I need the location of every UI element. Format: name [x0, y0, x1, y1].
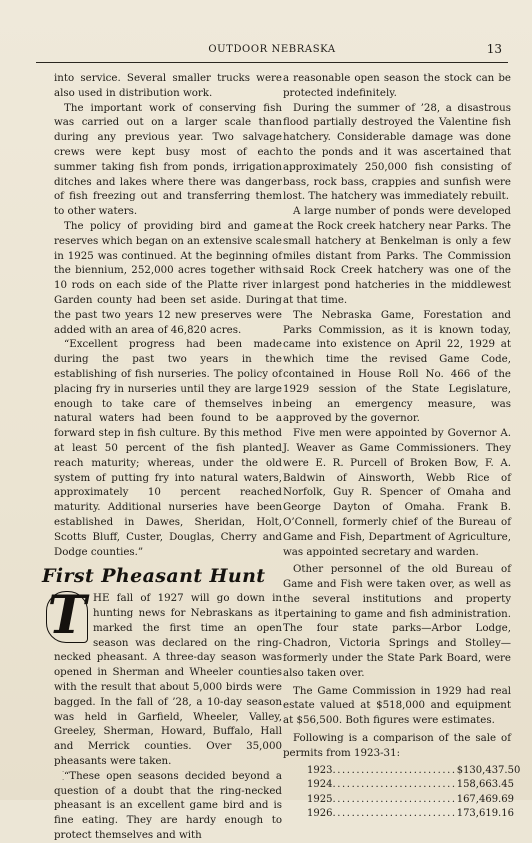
- paragraph: The Game Commission in 1929 had real estate valued at $518,000 and equipment at $56,500. Both figures were estimates.: [283, 684, 511, 727]
- permit-year: 1923: [307, 764, 333, 776]
- paragraph: into service. Several smaller trucks were also used in distribution work.: [54, 72, 282, 99]
- page-number: 13: [486, 42, 502, 56]
- paragraph: Following is a comparison of the sale of permits from 1923-31:: [283, 732, 511, 759]
- paragraph: The important work of conserving fish was carried out on a larger scale than during any previous year. Two salvage crews were kept busy most of each summer taking fish from ponds, irrigation ditches and lakes where there was danger of fish freezing out and transferring them to other waters.: [54, 101, 282, 218]
- permit-amount: 158,663.45: [456, 779, 514, 791]
- permit-amount: 167,469.69: [456, 793, 514, 805]
- paragraph: During the summer of ’28, a disastrous flood partially destroyed the Valentine fish hatchery. Considerable damage was done to the ponds and it was ascertained that approximately 250,000 fish consisting of bass, rock bass, crappies and sunfish were lost. The hatchery was immediately rebuilt.: [283, 101, 511, 203]
- paragraph-text: HE fall of 1927 will go down in hunting news for Nebraskans as it marked the first time an open season was declared on the ring-necked pheasant. A three-day season was opened in Sherman and Wheeler counties with the result that about 5,000 birds were bagged. In the fall of ’28, a 10-day season was held in Garfield, Wheeler, Valley, Greeley, Sherman, Howard, Buffalo, Hall and Merrick counties. Over 35,000 pheasants were taken.: [54, 592, 282, 768]
- permit-year: 1925: [307, 793, 333, 805]
- left-column: [42, 71, 282, 843]
- table-row: [307, 807, 514, 822]
- paragraph: The policy of providing bird and game reserves which began on an extensive scale in 1925 was continued. At the beginning of the biennium, 252,000 acres together with 10 rods on each side of the Platte river in Garden county had been set aside. During the past two years 12 new preserves were added with an area of 46,820 acres.: [54, 219, 282, 336]
- paragraph: a reasonable open season the stock can be protected indefinitely.: [283, 72, 511, 99]
- paragraph: Five men were appointed by Governor A. J. Weaver as Game Commissioners. They were E. R. Purcell of Broken Bow, F. A. Baldwin of Ainsworth, Webb Rice of Norfolk, Guy R. Spencer of Omaha and George Dayton of Omaha. Frank B. O’Connell, formerly chief of the Bureau of Game and Fish, Department of Agriculture, was appointed secretary and warden.: [283, 427, 511, 558]
- paper-speck: · ·: [62, 768, 65, 784]
- drop-cap: T: [47, 585, 87, 647]
- paragraph: The Nebraska Game, Forestation and Parks Commission, as it is known today, came into existence on April 22, 1929 at which time the revised Game Code, contained in House Roll No. 466 of the 1929 session of the State Legislature, being an emergency measure, was approved by the governor.: [283, 308, 511, 425]
- right-column: [283, 71, 521, 822]
- dot-leader: ..........................: [332, 764, 457, 776]
- table-row: [307, 793, 514, 808]
- dot-leader: ..........................: [332, 793, 457, 805]
- section-title: First Pheasant Hunt: [42, 565, 266, 588]
- page-header: [36, 44, 508, 60]
- table-row: [307, 764, 521, 779]
- paragraph: Other personnel of the old Bureau of Game and Fish were taken over, as well as the several institutions and property pertaining to game and fish administration. The four state parks—Arbor Lodge, Chadron, Victoria Springs and Stolley—formerly under the State Park Board, were also taken over.: [283, 563, 511, 679]
- table-row: [307, 778, 514, 793]
- permit-year: 1924: [307, 779, 333, 791]
- permit-amount: 173,619.16: [456, 808, 514, 820]
- section-opening-paragraph: [47, 585, 282, 769]
- dot-leader: ..........................: [332, 779, 457, 791]
- dot-leader: ..........................: [332, 808, 457, 820]
- permit-sales-table: [307, 764, 521, 822]
- paragraph: “Excellent progress had been made during the past two years in the establishing of fish nurseries. The policy of placing fry in nurseries until they are large enough to take care of themselves in natural waters had been found to be a forward step in fish culture. By this method at least 50 percent of the fish planted reach maturity; whereas, under the old system of putting fry into natural waters, approximately 10 percent reached maturity. Additional nurseries have been established in Dawes, Sheridan, Holt, Scotts Bluff, Custer, Douglas, Cherry and Dodge counties.”: [54, 338, 282, 558]
- permit-amount: $130,437.50: [456, 764, 521, 776]
- permit-year: 1926: [307, 808, 333, 820]
- paragraph: A large number of ponds were developed at the Rock creek hatchery near Parks. The small hatchery at Benkelman is only a few miles distant from Parks. The Commission said Rock Creek hatchery was one of the largest pond hatcheries in the middlewest at that time.: [283, 205, 511, 306]
- header-rule: [36, 62, 508, 63]
- paragraph: “These open seasons decided beyond a question of a doubt that the ring-necked pheasant is an excellent game bird and is fine eating. They are hardy enough to protect themselves and with: [54, 769, 282, 842]
- running-title: OUTDOOR NEBRASKA: [208, 44, 336, 55]
